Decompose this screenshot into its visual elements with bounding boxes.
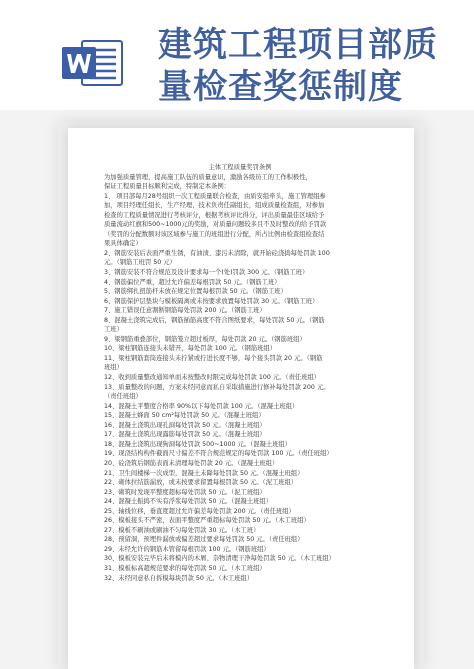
- document-line: 4、钢筋偏位严重，超过允许偏差每根罚款 50 元。（钢筋工班）: [104, 278, 281, 286]
- document-line: 23、砌筑时发现平整度超标每处罚款 50 元。（泥工班组）: [104, 488, 266, 496]
- document-line: 果具体确定）: [104, 240, 142, 248]
- document-line: （责任班组）: [104, 393, 142, 401]
- document-line: 9、梁钢筋重叠部位，钢筋笼立超过板厚，每处罚款 20 元。（钢筋班组）: [104, 335, 306, 343]
- document-line: 6、钢筋保护层垫块与模板隔离或未按要求放置每处罚款 30 元。（钢筋工班）: [104, 297, 319, 305]
- document-line: 3、钢筋安装不符合规范及设计要求每一个(处)罚款 300 元。（钢筋工班）: [104, 269, 309, 277]
- document-line: 7、施工错误任意割断钢筋每处罚款 200 元。（钢筋工班）: [104, 307, 266, 315]
- document-line: 8、混凝土浇筑完成后，钢筋插筋高度不符合图纸要求，每处罚款 50 元。（钢筋: [104, 316, 325, 324]
- document-line: 21、卫生间楼梯一次成型，混凝土未降每处罚款 50 元。（混凝土班组）: [104, 469, 304, 477]
- document-line: 检查的工程质量情况进行考核评分，根据考核评比得分，评出质量最佳区域给予: [104, 211, 325, 219]
- document-line: 19、现浇结构构件截面尺寸偏差不符合规范规定的每处罚款 100 元。（责任班组）: [104, 450, 333, 458]
- word-document-icon: [60, 38, 128, 88]
- document-line: 元。（钢筋工班罚 50 元）: [104, 259, 176, 267]
- document-line: 13、质量整改的问题，方案未经同意而私自采取措施进行修补每处罚款 200 元。: [104, 383, 330, 391]
- document-line: 28、预留洞，预埋件漏放或偏差超过要求每处罚款 50 元。（责任班组）: [104, 536, 304, 544]
- document-line: 10、梁柱钢筋连接头未错开，每处罚款 100 元。（钢筋班组）: [104, 345, 277, 353]
- document-line: 15、混凝土蜂面 50 cm²每处罚款 50 元。（混凝土班组）: [104, 412, 265, 420]
- document-line: 24、混凝土振捣不实有浮浆每处罚款 50 元。（混凝土班组）: [104, 498, 273, 506]
- header-banner: [0, 0, 474, 110]
- document-line: 20、砼浇筑后钢筋表面未清理每处罚款 20 元。（混凝土班组）: [104, 459, 279, 467]
- document-line: 加，项目经理任组长，生产经理、技术负责任副组长，组成质量检查组，对参加: [104, 202, 325, 210]
- document-line: 31、模板标高超规范要求的每处罚款 50 元。（木工班组）: [104, 564, 266, 572]
- document-line: 32、未经同意私自拆模每块罚款 50 元。（木工班组）: [104, 574, 254, 582]
- document-line: （奖罚的分配数额对该区域参与施工的班组进行分配，所占比例由检查组检查结: [104, 230, 325, 238]
- document-line: 29、未经允许的钢筋木管留每根罚款 100 元。（钢筋班组）: [104, 545, 270, 553]
- document-line: 26、模板接头不严密，表面平整度严重超标每处罚款 50 元。（木工班组）: [104, 517, 310, 525]
- document-body: [104, 163, 376, 583]
- document-line: 25、轴线位移，垂直度超过允许偏差每处罚款 200 元。（责任班组）: [104, 507, 295, 515]
- document-line: 1、 项目部每月28号组织一次工程质量联合检查，由质安组牵头，施工管理组参: [104, 192, 326, 200]
- document-line: 30、模板安装完毕后未将模内的木屑、杂物清理干净每处罚款 50 元。（木工班组）: [104, 555, 335, 563]
- document-line: 为加强质量管理，提高施工队伍的质量意识，激励各级员工的工作积极性，: [104, 173, 312, 181]
- document-line: 18、混凝土浇筑出现狗洞每处罚款 500~1000 元。（混凝土班组）: [104, 440, 292, 448]
- document-line: 22、砌体拉结筋漏放，或未按要求留置每根罚款 50 元。（泥工班组）: [104, 479, 298, 487]
- document-page: [68, 128, 414, 669]
- document-line: 工班）: [104, 326, 123, 334]
- document-line: 质量流动红旗和500~1000元的奖励，对质量问题较多且不及时整改的给予罚款: [104, 221, 327, 229]
- document-line: 14、混凝土平整度合格率 90%以下每处罚款 100 元。（混凝土班组）: [104, 402, 299, 410]
- page-title-line-2: 量检查奖惩制度: [158, 67, 403, 107]
- document-line: 班组）: [104, 364, 123, 372]
- document-line: 16、混凝土浇筑出现孔洞每处罚款 50 元。（混凝土班组）: [104, 421, 266, 429]
- document-line: 11、梁柱钢筋套筒连接头未拧紧或拧进长度不够，每个接头罚款 20 元。（钢筋: [104, 354, 323, 362]
- document-line: 27、模板不刷油或刷油不匀每处罚款 30 元。（木工班）: [104, 526, 260, 534]
- document-line: 2、钢筋安装后表面严重生锈，有油渍、漆污未清除，就开始砼浇捣每处罚款 100: [104, 249, 330, 257]
- page-title: [158, 24, 458, 108]
- document-line: 保证工程质量目标顺利完成，特制定本条例：: [104, 183, 230, 191]
- document-line: 5、钢筋绑扎扭筋杆未放在规定位置每根罚款 50 元。（钢筋工班）: [104, 288, 287, 296]
- document-title: 主体工程质量奖罚条例: [208, 164, 272, 171]
- page-title-line-1: 建筑工程项目部质: [158, 25, 438, 65]
- document-line: 17、混凝土浇筑出现露筋每处罚款 50 元。（混凝土班组）: [104, 431, 266, 439]
- document-line: 12、收到质量整改通知单而未按整改时限完成每处罚款 100 元。（责任班组）: [104, 374, 321, 382]
- document-text: [104, 173, 376, 584]
